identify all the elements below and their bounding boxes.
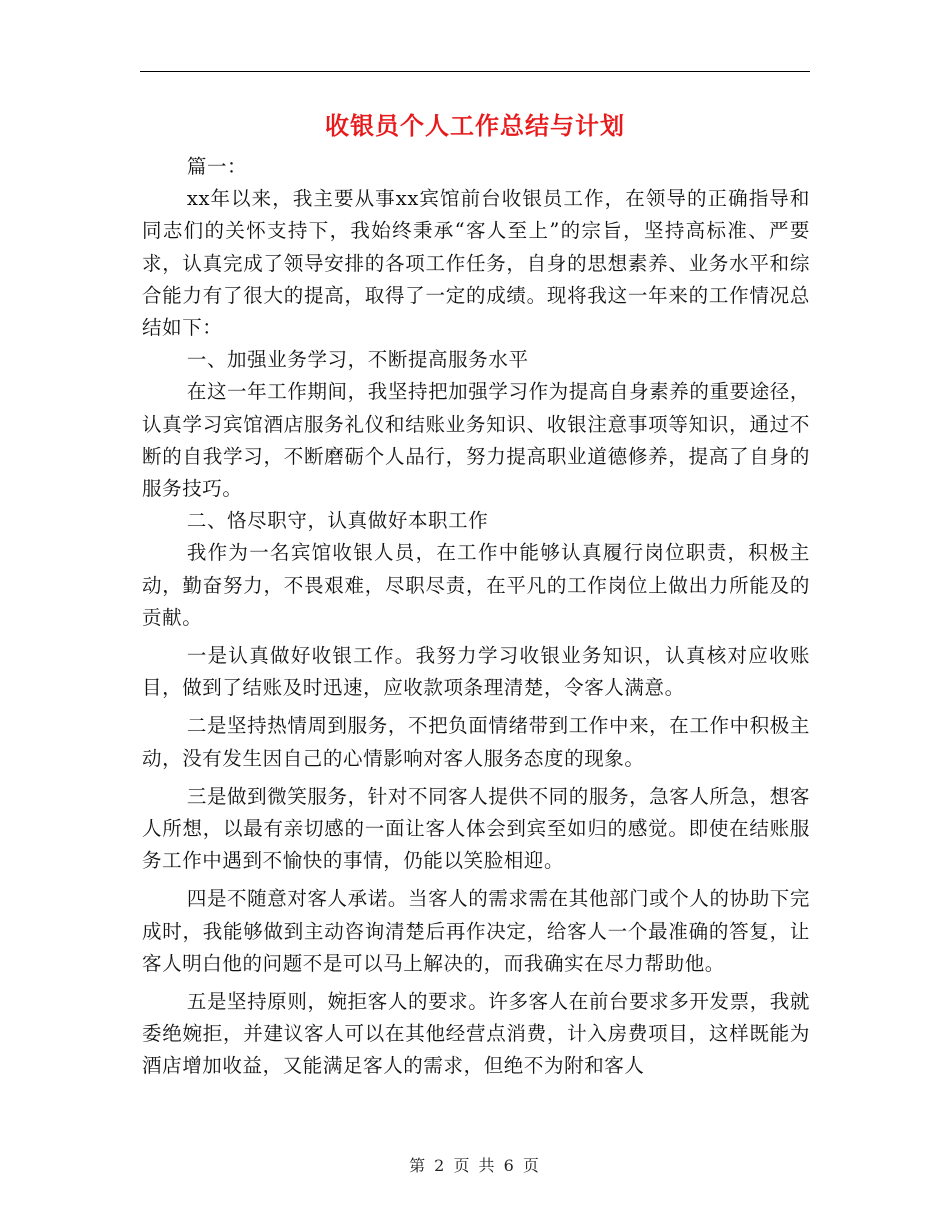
paragraph-point-2: 二是坚持热情周到服务，不把负面情绪带到工作中来，在工作中积极主动，没有发生因自己的心情影响对客人服务态度的现象。	[142, 714, 810, 770]
document-title: 收银员个人工作总结与计划	[325, 111, 625, 140]
document-body	[142, 151, 810, 1083]
paragraph-study: 在这一年工作期间，我坚持把加强学习作为提高自身素养的重要途径，认真学习宾馆酒店服务礼仪和结账业务知识、收银注意事项等知识，通过不断的自我学习，不断磨砺个人品行，努力提高职业道德修养，提高了自身的服务技巧。	[142, 380, 810, 501]
heading-duty: 二、恪尽职守，认真做好本职工作	[186, 509, 489, 533]
paragraph-duty: 我作为一名宾馆收银人员，在工作中能够认真履行岗位职责，积极主动，勤奋努力，不畏艰难，尽职尽责，在平凡的工作岗位上做出力所能及的贡献。	[142, 541, 810, 629]
header-rule	[140, 71, 810, 72]
paragraph-point-3: 三是做到微笑服务，针对不同客人提供不同的服务，急客人所急，想客人所想，以最有亲切感的一面让客人体会到宾至如归的感觉。即使在结账服务工作中遇到不愉快的事情，仍能以笑脸相迎。	[142, 784, 810, 873]
paragraph-intro: xx年以来，我主要从事xx宾馆前台收银员工作，在领导的正确指导和同志们的关怀支持下，我始终秉承“客人至上”的宗旨，坚持高标准、严要求，认真完成了领导安排的各项工作任务，自身的思想素养、业务水平和综合能力有了很大的提高，取得了一定的成绩。现将我这一年来的工作情况总结如下：	[142, 187, 810, 340]
paragraph-point-4: 四是不随意对客人承诺。当客人的需求需在其他部门或个人的协助下完成时，我能够做到主动咨询清楚后再作决定，给客人一个最准确的答复，让客人明白他的问题不是可以马上解决的，而我确实在尽力帮助他。	[142, 887, 810, 975]
paragraph-point-5: 五是坚持原则，婉拒客人的要求。许多客人在前台要求多开发票，我就委绝婉拒，并建议客人可以在其他经营点消费，计入房费项目，这样既能为酒店增加收益，又能满足客人的需求，但绝不为附和客人	[142, 990, 810, 1078]
paragraph-point-1: 一是认真做好收银工作。我努力学习收银业务知识，认真核对应收账目，做到了结账及时迅速，应收款项条理清楚，令客人满意。	[142, 644, 810, 700]
section-label: 篇一：	[186, 155, 248, 178]
page-number-footer: 第 2 页 共 6 页	[409, 1156, 541, 1175]
heading-study: 一、加强业务学习，不断提高服务水平	[186, 348, 529, 372]
